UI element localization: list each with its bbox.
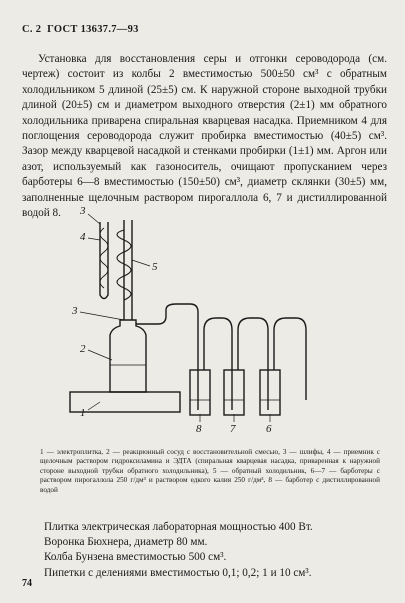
label-6: 6	[266, 423, 272, 435]
list-item: Колба Бунзена вместимостью 500 см³.	[44, 551, 227, 564]
reaction-flask	[110, 320, 146, 392]
page-number: 74	[22, 578, 32, 589]
label-3-lower: 3	[72, 305, 78, 317]
receiver-tube	[100, 222, 108, 299]
list-item: Воронка Бюхнера, диаметр 80 мм.	[44, 536, 208, 549]
page-header	[22, 24, 139, 35]
label-3-top: 3	[80, 205, 86, 217]
list-item: Плитка электрическая лабораторная мощностью 400 Вт.	[44, 521, 313, 533]
bubbler-7	[224, 370, 244, 415]
label-4: 4	[80, 231, 86, 243]
list-item: Пипетки с делениями вместимостью 0,1; 0,2; 1 и 10 см³.	[44, 566, 312, 579]
bubbler-6	[260, 370, 280, 415]
page-label: С. 2	[22, 24, 42, 35]
bubbler-8	[190, 370, 210, 415]
label-8: 8	[196, 423, 202, 435]
figure-caption: 1 — электроплитка, 2 — реакционный сосуд с восстановительной смесью, 3 — шлифы, 4 — приемник с щелочным раствором гидроксиламина и ЭДТА (спиральная кварцевая насадка, приваренная к наружной стороне выходной трубки обратного холодильника), 5 — обратный холодильник, 6—7 — барботеры с раствором пирогаллола 250 г/дм³ и раствором едкого калия 250 г/дм³, 8 — барботер с дистиллированной водой	[40, 448, 380, 494]
hot-plate	[70, 392, 180, 412]
equipment-list	[44, 520, 313, 581]
apparatus-figure	[40, 200, 380, 435]
label-1: 1	[80, 407, 86, 419]
label-5: 5	[152, 261, 158, 273]
label-2: 2	[80, 343, 86, 355]
label-7: 7	[230, 423, 236, 435]
body-paragraph: Установка для восстановления серы и отгонки сероводорода (см. чертеж) состоит из колбы 2 вместимостью 500±50 см³ с обратным холодильником 5 длиной (25±5) см. К наружной стороне выходной трубки длиной (20±5) см и диаметром выходного отверстия (2±1) мм обратного холодильника приварена спиральная кварцевая насадка. Приемником 4 для поглощения сероводорода служит пробирка вместимостью (40±5) см³. Зазор между кварцевой насадкой и стенками пробирки (1±1) мм. Аргон или азот, используемый как газоноситель, очищают пропусканием через барботеры 6—8 вместимостью (150±50) см³, диаметр склянки (30±5) мм, заполненные щелочным раствором пирогаллола 6, 7 и дистиллированной водой 8.	[22, 53, 387, 220]
standard-number: ГОСТ 13637.7—93	[47, 24, 139, 35]
